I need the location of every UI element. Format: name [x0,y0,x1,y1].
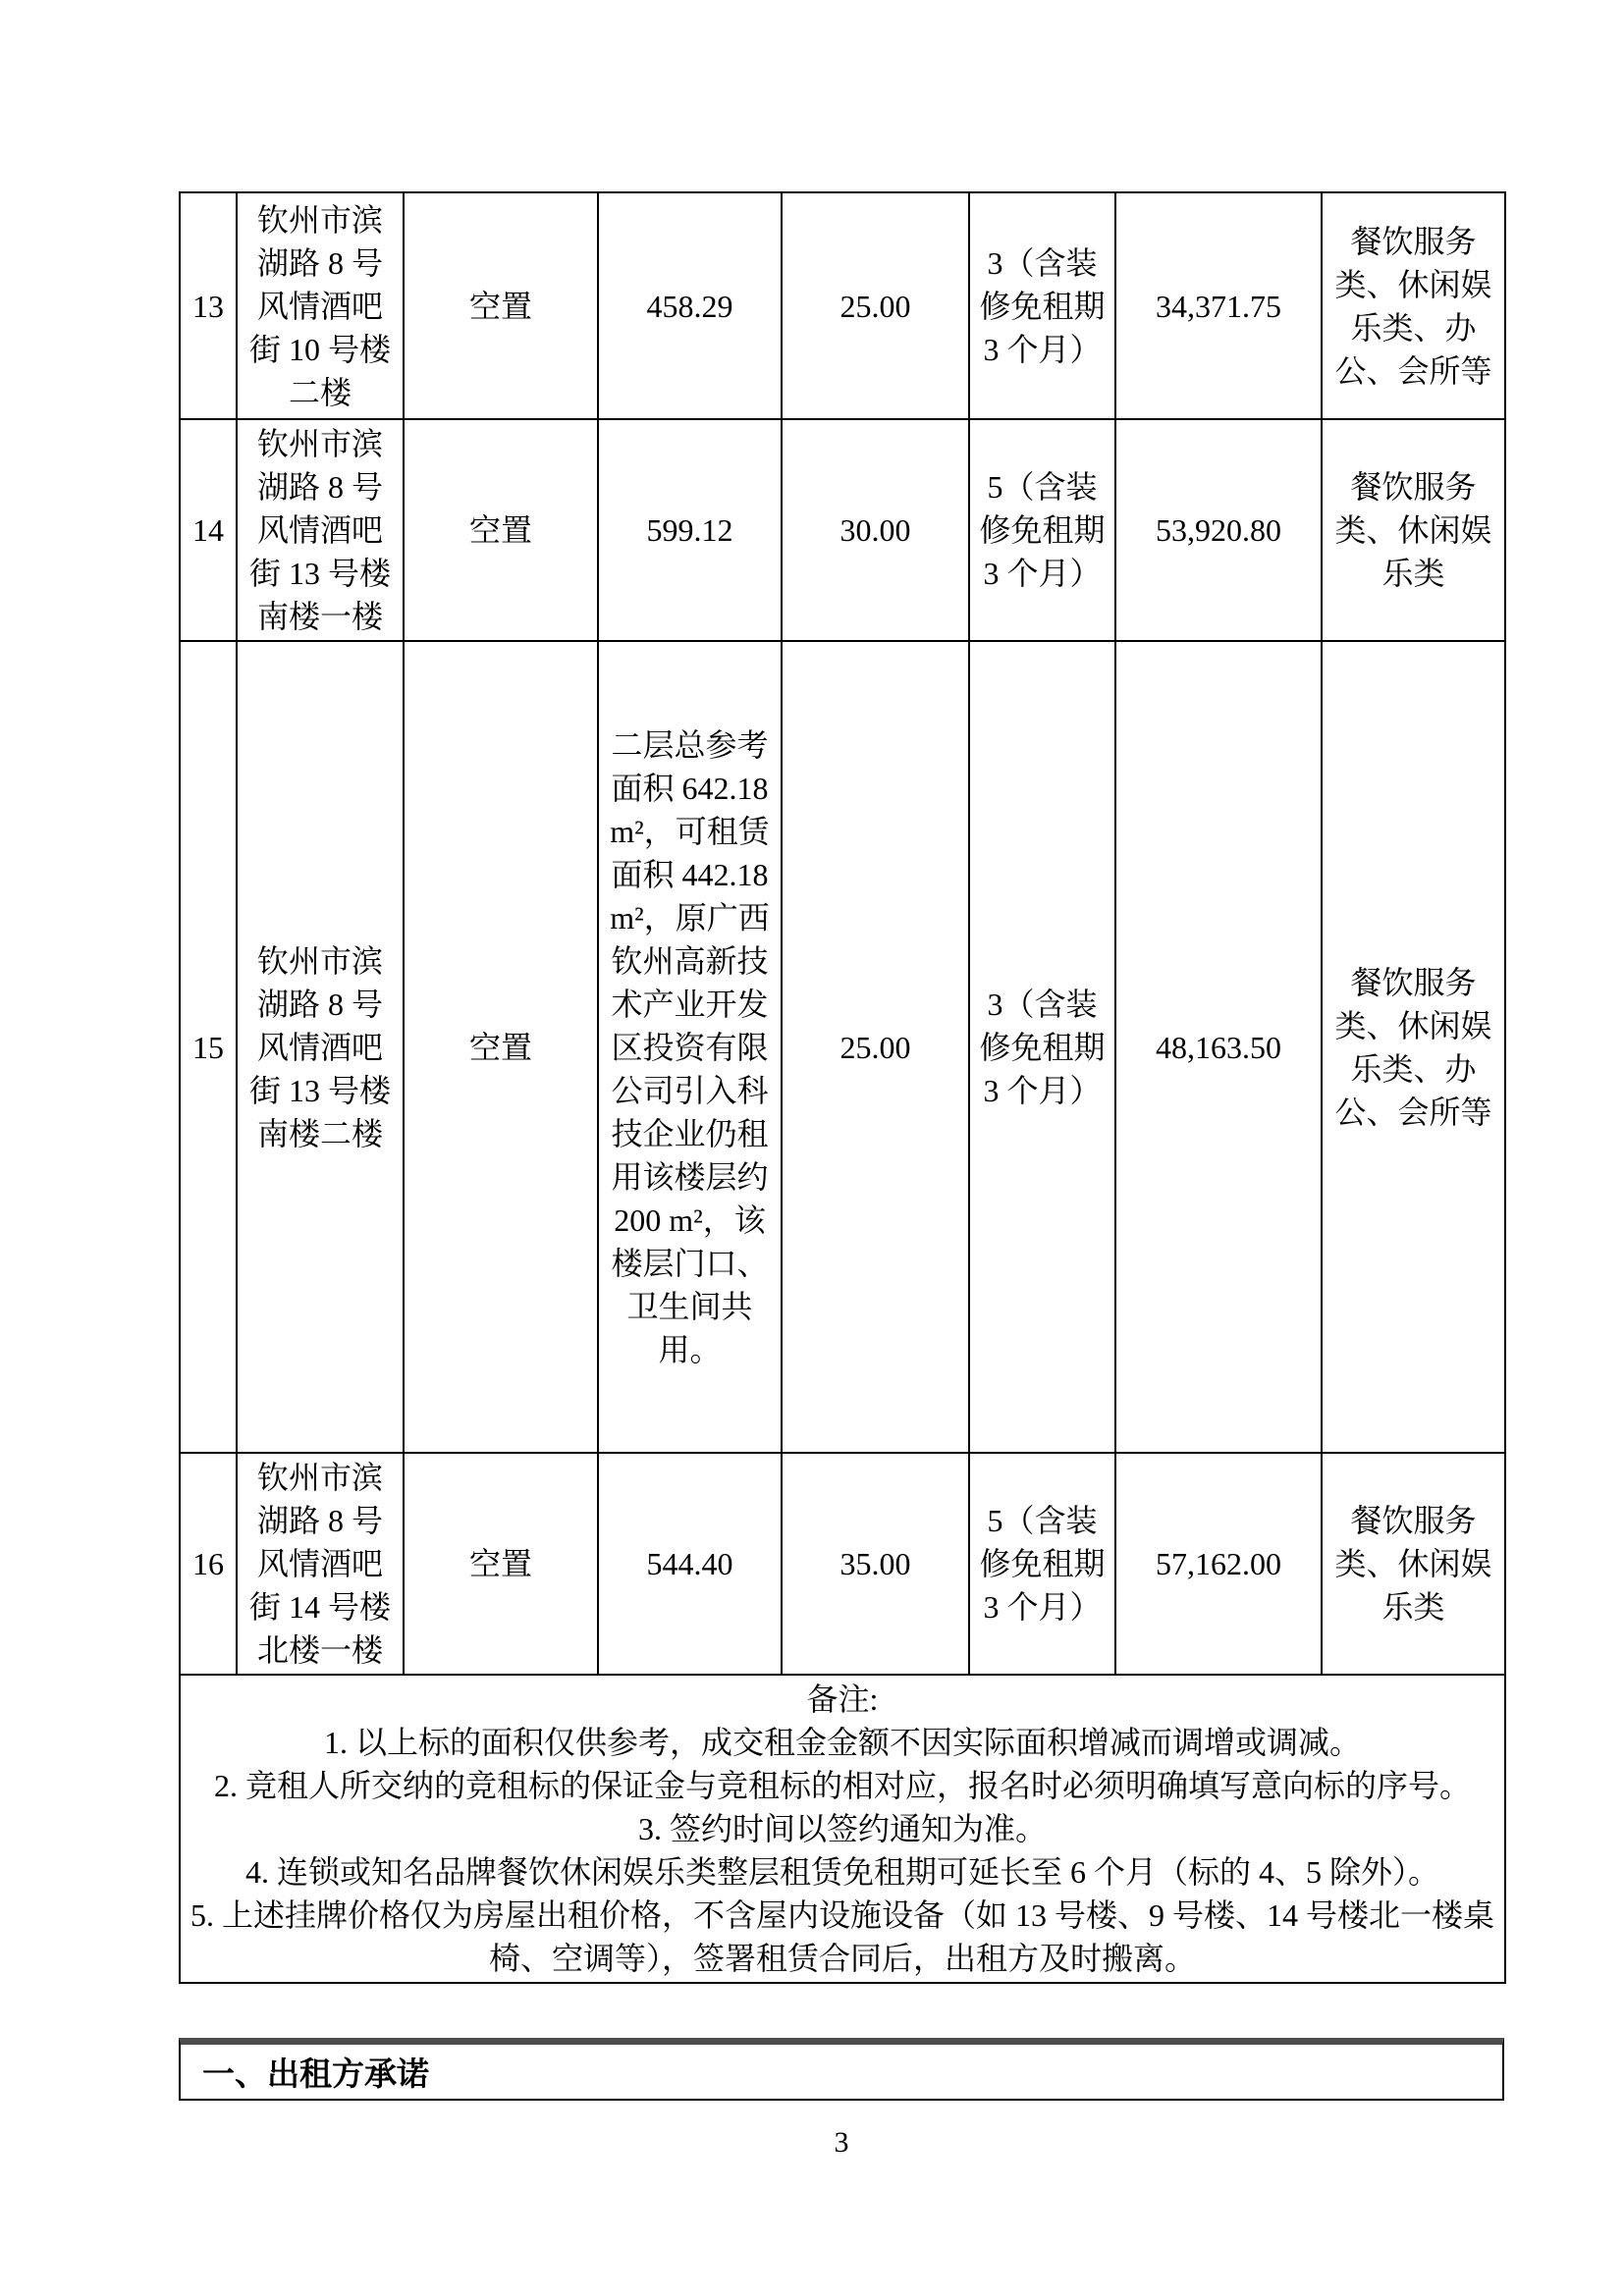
lot-area-description: 二层总参考面积 642.18 m²，可租赁面积 442.18 m²，原广西钦州高新技术产业开发区投资有限公司引入科技企业仍租用该楼层约 200 m²，该楼层门口、卫生间共用。 [598,641,782,1453]
lot-number: 14 [180,419,237,641]
lot-status: 空置 [404,419,598,641]
lot-price: 30.00 [782,419,969,641]
note-item-1: 1. 以上标的面积仅供参考，成交租金金额不因实际面积增减而调增或调减。 [323,1725,1361,1760]
section-title: 一、出租方承诺 [202,2057,429,2093]
lot-area: 458.29 [598,192,782,419]
table-row [180,419,1505,641]
lot-price: 25.00 [782,641,969,1453]
table-row [180,641,1505,1453]
lot-term: 3（含装修免租期 3 个月） [969,192,1115,419]
notes-row [180,1675,1505,1983]
lot-amount: 34,371.75 [1115,192,1322,419]
lot-status: 空置 [404,641,598,1453]
lot-usage: 餐饮服务类、休闲娱乐类、办公、会所等 [1322,192,1505,419]
lot-number: 13 [180,192,237,419]
rental-lots-table [179,191,1506,1984]
lot-usage: 餐饮服务类、休闲娱乐类 [1322,419,1505,641]
lot-term: 3（含装修免租期 3 个月） [969,641,1115,1453]
lot-number: 16 [180,1453,237,1675]
section-header [179,2038,1504,2101]
note-item-5: 5. 上述挂牌价格仅为房屋出租价格，不含屋内设施设备（如 13 号楼、9 号楼、14 号楼北一楼桌椅、空调等），签署租赁合同后，出租方及时搬离。 [189,1897,1494,1976]
table-row [180,192,1505,419]
lot-number: 15 [180,641,237,1453]
lot-amount: 48,163.50 [1115,641,1322,1453]
notes-label: 备注: [806,1682,879,1717]
note-item-2: 2. 竞租人所交纳的竞租标的保证金与竞租标的相对应，报名时必须明确填写意向标的序号。 [213,1768,1471,1803]
lot-address: 钦州市滨湖路 8 号风情酒吧街 10 号楼二楼 [237,192,404,419]
lot-address: 钦州市滨湖路 8 号风情酒吧街 14 号楼北楼一楼 [237,1453,404,1675]
document-content [179,191,1504,2160]
lot-usage: 餐饮服务类、休闲娱乐类 [1322,1453,1505,1675]
note-item-4: 4. 连锁或知名品牌餐饮休闲娱乐类整层租赁免租期可延长至 6 个月（标的 4、5 除外）。 [244,1854,1439,1890]
lot-amount: 57,162.00 [1115,1453,1322,1675]
notes-cell [180,1675,1505,1983]
lot-usage: 餐饮服务类、休闲娱乐类、办公、会所等 [1322,641,1505,1453]
table-row [180,1453,1505,1675]
lot-price: 35.00 [782,1453,969,1675]
lot-area: 599.12 [598,419,782,641]
lot-status: 空置 [404,1453,598,1675]
lot-status: 空置 [404,192,598,419]
lot-area: 544.40 [598,1453,782,1675]
lot-price: 25.00 [782,192,969,419]
page-number: 3 [834,2126,849,2159]
lot-amount: 53,920.80 [1115,419,1322,641]
note-item-3: 3. 签约时间以签约通知为准。 [637,1811,1047,1846]
lot-address: 钦州市滨湖路 8 号风情酒吧街 13 号楼南楼一楼 [237,419,404,641]
lot-term: 5（含装修免租期 3 个月） [969,1453,1115,1675]
lot-term: 5（含装修免租期 3 个月） [969,419,1115,641]
lot-address: 钦州市滨湖路 8 号风情酒吧街 13 号楼南楼二楼 [237,641,404,1453]
